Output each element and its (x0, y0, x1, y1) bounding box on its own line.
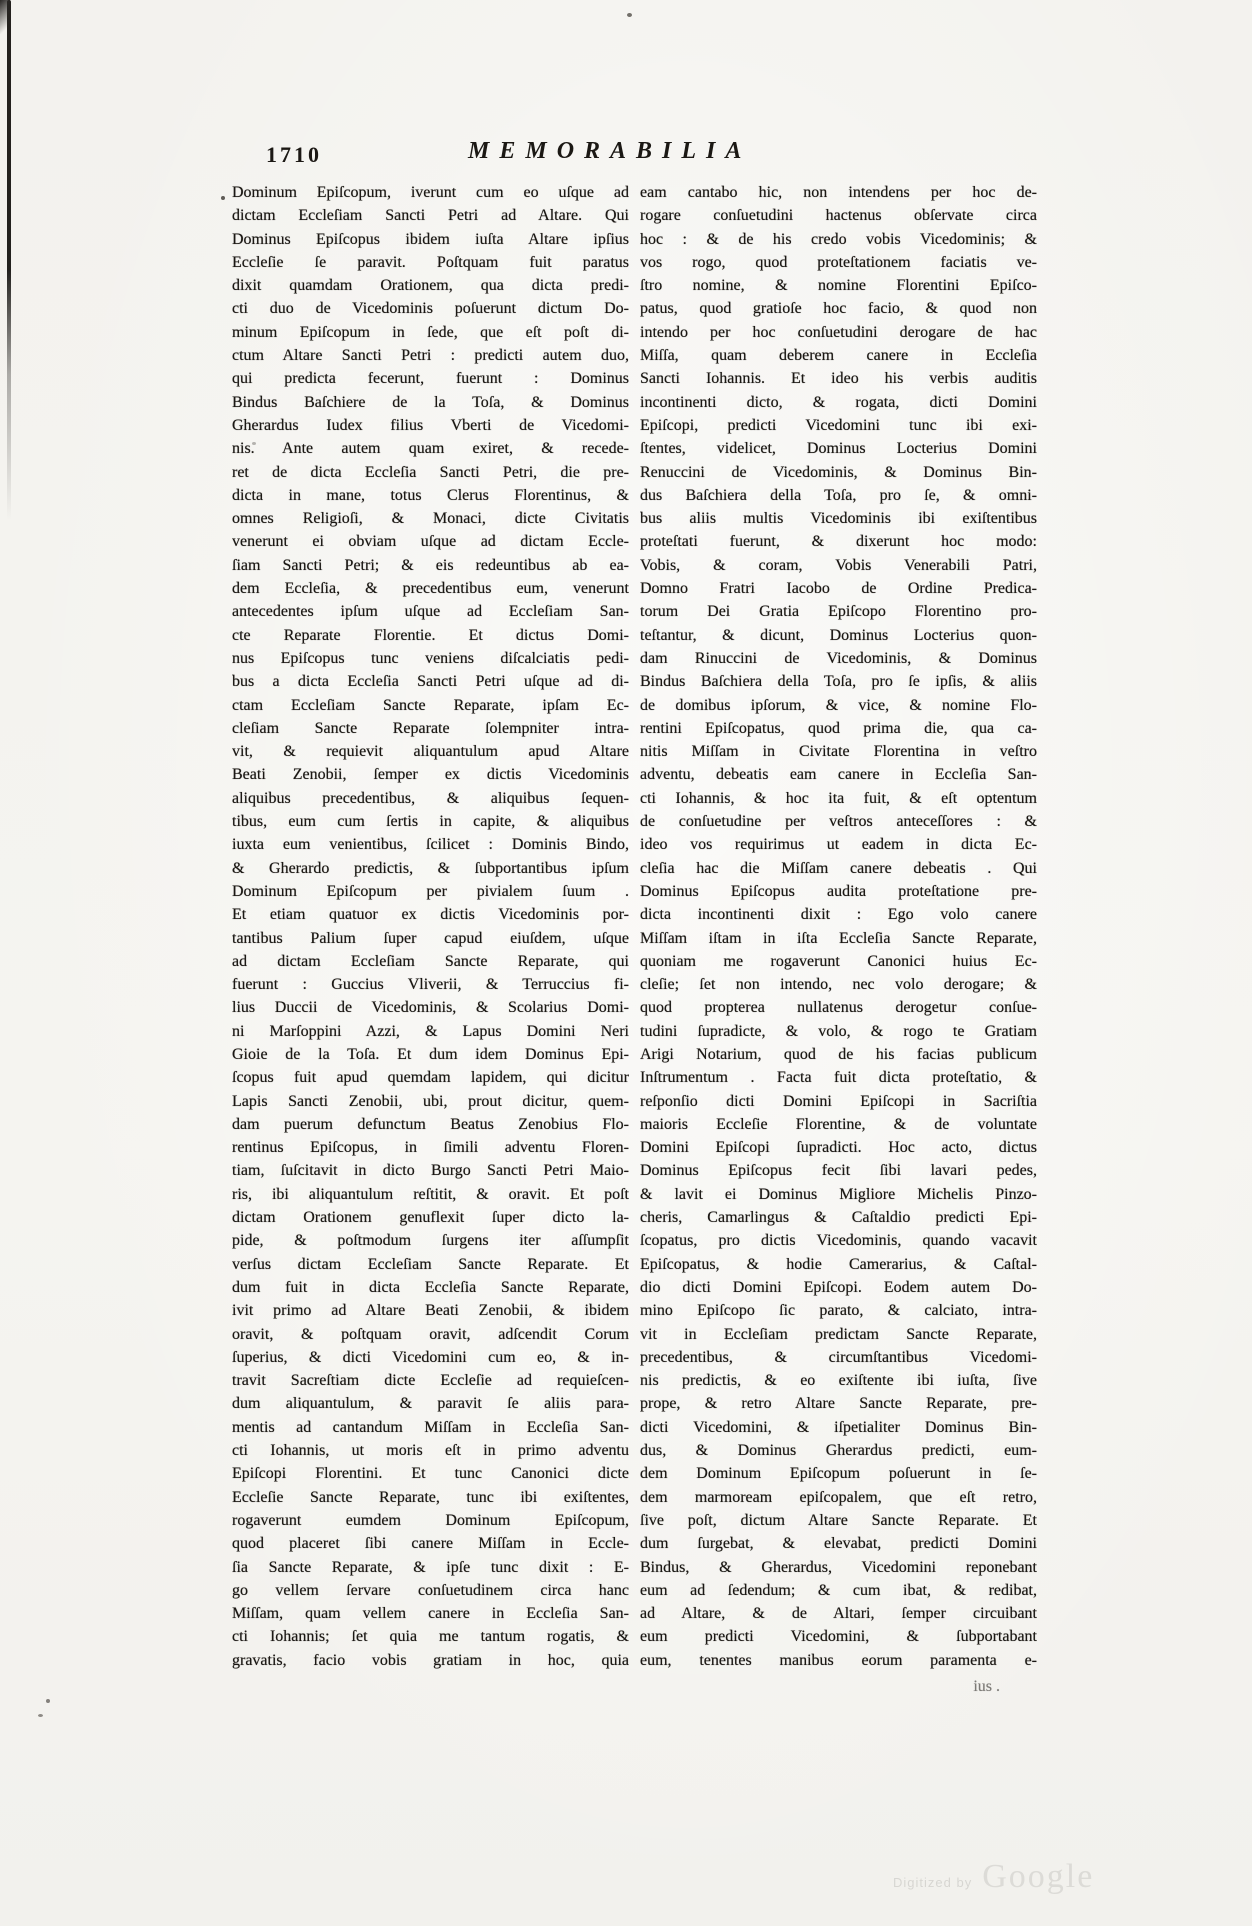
text-line: ret de dicta Eccleſia Sancti Petri, die pre- (232, 463, 629, 481)
text-line: Dominus Epiſcopus ibidem iuſta Altare ipſius (232, 230, 629, 248)
text-line: ſcopatus, pro dictis Vicedominis, quando vacavit (640, 1232, 1037, 1250)
text-line: ad Altare, & de Altari, ſemper circuibant (640, 1605, 1037, 1623)
text-line: precedentibus, & circumſtantibus Vicedomi- (640, 1348, 1037, 1366)
text-line: mentis ad cantandum Miſſam in Eccleſia San- (232, 1418, 629, 1436)
text-line: dicti Vicedomini, & iſpetialiter Dominus Bin- (640, 1418, 1037, 1436)
catchword: ius . (973, 1678, 1000, 1695)
text-line: dio dicti Domini Epiſcopi. Eodem autem Do- (640, 1278, 1037, 1296)
text-line: cheris, Camarlingus & Caſtaldio predicti Epi- (640, 1209, 1037, 1227)
text-line: de domibus ipſorum, & vice, & nomine Flo- (640, 696, 1037, 714)
text-line: eum predicti Vicedomini, & ſubportabant (640, 1628, 1037, 1646)
text-line: tibus, eum cum ſertis in capite, & aliquibus (232, 813, 629, 831)
text-line: ideo vos requirimus ut eadem in dicta Ec- (640, 836, 1037, 854)
text-line: vos rogo, quod proteſtationem faciatis ve- (640, 253, 1037, 271)
text-line: ſia Sancte Reparate, & ipſe tunc dixit : E- (232, 1558, 629, 1576)
text-line: Gherardus Iudex filius Vberti de Vicedomi- (232, 416, 629, 434)
text-line: antecedentes ipſum uſque ad Eccleſiam San- (232, 603, 629, 621)
text-line: dixit quamdam Orationem, qua dicta predi- (232, 277, 629, 295)
scan-speck (46, 1699, 50, 1703)
text-line: qui predicta fecerunt, fuerunt : Dominus (232, 370, 629, 388)
text-line: & lavit ei Dominus Migliore Michelis Pinzo- (640, 1185, 1037, 1203)
text-column-right (640, 181, 1037, 1672)
text-line: Dominum Epiſcopum, iverunt cum eo uſque ad (232, 184, 629, 201)
text-line: dicta incontinenti dixit : Ego volo canere (640, 906, 1037, 924)
text-line: venerunt ei obviam uſque ad dictam Eccle- (232, 533, 629, 551)
watermark-prefix: Digitized by (893, 1875, 973, 1890)
text-line: ctum Altare Sancti Petri : predicti autem duo, (232, 347, 629, 365)
text-line: incontinenti dicto, & rogata, dicti Domini (640, 393, 1037, 411)
text-line: Eccleſie Sancte Reparate, tunc ibi exiſtentes, (232, 1488, 629, 1506)
text-line: Arigi Notarium, quod de his facias publicum (640, 1045, 1037, 1063)
text-line: ad dictam Eccleſiam Sancte Reparate, qui (232, 952, 629, 970)
text-line: tantibus Palium ſuper capud eiuſdem, uſque (232, 929, 629, 947)
text-line: fuerunt : Guccius Vliverii, & Terruccius fi- (232, 976, 629, 994)
text-line: adventu, debeatis eam canere in Eccleſia San- (640, 766, 1037, 784)
text-line: tudini ſupradicte, & volo, & rogo te Gratiam (640, 1022, 1037, 1040)
text-line: cleſia hac die Miſſam canere debeatis . Qui (640, 859, 1037, 877)
text-line: Beati Zenobii, ſemper ex dictis Vicedominis (232, 766, 629, 784)
google-logo: Google (982, 1858, 1095, 1895)
text-line: cti Iohannis, & hoc ita fuit, & eſt optentum (640, 789, 1037, 807)
text-line: Vobis, & coram, Vobis Venerabili Patri, (640, 556, 1037, 574)
text-line: eam cantabo hic, non intendens per hoc de- (640, 184, 1037, 201)
text-line: minum Epiſcopum in ſede, que eſt poſt di- (232, 323, 629, 341)
text-line: Bindus Baſchiere de la Toſa, & Dominus (232, 393, 629, 411)
text-column-left (232, 181, 629, 1672)
text-line: Epiſcopi Florentini. Et tunc Canonici dicte (232, 1465, 629, 1483)
text-line: bus aliis multis Vicedominis ibi exiſtentibus (640, 510, 1037, 528)
text-line: cti duo de Vicedominis poſuerunt dictum Do- (232, 300, 629, 318)
text-line: patus, quod gratioſe hoc facio, & quod non (640, 300, 1037, 318)
text-line: verſus dictam Eccleſiam Sancte Reparate. Et (232, 1255, 629, 1273)
text-line: nis predictis, & eo exiſtente ibi iuſta, ſive (640, 1372, 1037, 1390)
text-line: ſtro nomine, & nomine Florentini Epiſco- (640, 277, 1037, 295)
text-line: ſive poſt, dictum Altare Sancte Reparate. Et (640, 1511, 1037, 1529)
text-line: Gioie de la Toſa. Et dum idem Dominus Epi- (232, 1045, 629, 1063)
text-line: rentinus Epiſcopus, in ſimili adventu Floren- (232, 1139, 629, 1157)
text-line: ſuperius, & dicti Vicedomini cum eo, & in- (232, 1348, 629, 1366)
text-line: bus a dicta Eccleſia Sancti Petri uſque ad di- (232, 673, 629, 691)
text-line: dus, & Dominus Gherardus predicti, eum- (640, 1442, 1037, 1460)
text-line: Renuccini de Vicedominis, & Dominus Bin- (640, 463, 1037, 481)
text-line: dictam Orationem genuflexit ſuper dicto la- (232, 1209, 629, 1227)
text-line: prope, & retro Altare Sancte Reparate, pre- (640, 1395, 1037, 1413)
text-line: oravit, & poſtquam oravit, adſcendit Corum (232, 1325, 629, 1343)
text-line: Miſſa, quam deberem canere in Eccleſia (640, 347, 1037, 365)
text-line: Dominus Epiſcopus audita proteſtatione pre- (640, 882, 1037, 900)
text-line: teſtantur, & dicunt, Dominus Locterius quon- (640, 626, 1037, 644)
text-line: cte Reparate Florentie. Et dictus Domi- (232, 626, 629, 644)
text-line: cti Iohannis; ſet quia me tantum rogatis, & (232, 1628, 629, 1646)
text-line: Inſtrumentum . Facta fuit dicta proteſtatio, & (640, 1069, 1037, 1087)
text-line: Bindus, & Gherardus, Vicedomini reponebant (640, 1558, 1037, 1576)
text-line: eum ad ſedendum; & cum ibat, & redibat, (640, 1581, 1037, 1599)
text-line: Epiſcopi, predicti Vicedomini tunc ibi exi- (640, 416, 1037, 434)
text-line: quod placeret ſibi canere Miſſam in Eccle- (232, 1535, 629, 1553)
text-line: lius Duccii de Vicedominis, & Scolarius Domi- (232, 999, 629, 1017)
text-line: vit, & requievit aliquantulum apud Altare (232, 743, 629, 761)
text-line: mino Epiſcopo ſic parato, & calciato, intra- (640, 1302, 1037, 1320)
text-line: quod propterea nullatenus derogetur conſue- (640, 999, 1037, 1017)
text-line: ſiam Sancti Petri; & eis redeuntibus ab ea- (232, 556, 629, 574)
scan-speck (627, 13, 632, 17)
text-line: Domno Fratri Iacobo de Ordine Predica- (640, 580, 1037, 598)
text-line: aliquibus precedentibus, & aliquibus ſequen- (232, 789, 629, 807)
text-line: dus Baſchiera della Toſa, pro ſe, & omni- (640, 486, 1037, 504)
text-line: ſtentes, videlicet, Dominus Locterius Domini (640, 440, 1037, 458)
text-line: pide, & poſtmodum ſurgens iter aſſumpſit (232, 1232, 629, 1250)
page-number: 1710 (266, 142, 322, 167)
scan-corner-artifact (0, 0, 10, 34)
text-line: cleſie; ſet non intendo, nec volo derogare; & (640, 976, 1037, 994)
text-line: Epiſcopatus, & hodie Camerarius, & Caſtal- (640, 1255, 1037, 1273)
text-line: nitis Miſſam in Civitate Florentina in veſtro (640, 743, 1037, 761)
text-line: iuxta eum venientibus, ſcilicet : Dominis Bindo, (232, 836, 629, 854)
text-line: ris, ibi aliquantulum reſtitit, & oravit. Et poſt (232, 1185, 629, 1203)
scan-speck (38, 1714, 43, 1717)
text-line: tiam, ſuſcitavit in dicto Burgo Sancti Petri Maio- (232, 1162, 629, 1180)
text-line: cleſiam Sancte Reparate ſolempniter intra- (232, 719, 629, 737)
text-line: ivit primo ad Altare Beati Zenobii, & ibidem (232, 1302, 629, 1320)
text-line: go vellem ſervare conſuetudinem circa hanc (232, 1581, 629, 1599)
text-line: travit Sacreſtiam dicte Eccleſie ad requieſcen- (232, 1372, 629, 1390)
text-line: & Gherardo predictis, & ſubportantibus ipſum (232, 859, 629, 877)
text-line: Eccleſie ſe paravit. Poſtquam fuit paratus (232, 253, 629, 271)
text-line: cti Iohannis, ut moris eſt in primo adventu (232, 1442, 629, 1460)
text-line: dem Eccleſia, & precedentibus eum, venerunt (232, 580, 629, 598)
text-line: omnes Religioſi, & Monaci, dicte Civitatis (232, 510, 629, 528)
text-line: vit in Eccleſiam predictam Sancte Reparate, (640, 1325, 1037, 1343)
text-line: rogaverunt eumdem Dominum Epiſcopum, (232, 1511, 629, 1529)
text-line: Sancti Iohannis. Et ideo his verbis auditis (640, 370, 1037, 388)
text-line: Dominum Epiſcopum per pivialem ſuum . (232, 882, 629, 900)
text-line: eum, tenentes manibus eorum paramenta e- (640, 1651, 1037, 1669)
text-line: hoc : & de his credo vobis Vicedominis; & (640, 230, 1037, 248)
text-line: gravatis, facio vobis gratiam in hoc, quia (232, 1651, 629, 1669)
text-line: de conſuetudine per veſtros anteceſſores : & (640, 813, 1037, 831)
scan-edge-artifact (7, 0, 11, 520)
text-line: ctam Eccleſiam Sancte Reparate, ipſam Ec- (232, 696, 629, 714)
text-line: rogare conſuetudini hactenus obſervate circa (640, 207, 1037, 225)
text-line: rentini Epiſcopatus, quod prima die, qua ca- (640, 719, 1037, 737)
text-line: Lapis Sancti Zenobii, ubi, prout dicitur, quem- (232, 1092, 629, 1110)
text-line: dicta in mane, totus Clerus Florentinus, & (232, 486, 629, 504)
page-title: MEMORABILIA (468, 138, 752, 164)
text-line: Et etiam quatuor ex dictis Vicedominis por- (232, 906, 629, 924)
text-line: ſcopus fuit apud quemdam lapidem, qui dicitur (232, 1069, 629, 1087)
text-line: dictam Eccleſiam Sancti Petri ad Altare. Qui (232, 207, 629, 225)
text-line: proteſtati fuerunt, & dixerunt hoc modo: (640, 533, 1037, 551)
text-line: dem Dominum Epiſcopum poſuerunt in ſe- (640, 1465, 1037, 1483)
text-line: Miſſam, quam vellem canere in Eccleſia San- (232, 1605, 629, 1623)
text-line: maioris Eccleſie Florentine, & de voluntate (640, 1115, 1037, 1133)
text-line: reſponſio dicti Domini Epiſcopi in Sacriſtia (640, 1092, 1037, 1110)
text-line: Miſſam iſtam in iſta Eccleſia Sancte Reparate, (640, 929, 1037, 947)
text-line: ni Marſoppini Azzi, & Lapus Domini Neri (232, 1022, 629, 1040)
text-line: dum aliquantulum, & paravit ſe aliis para- (232, 1395, 629, 1413)
text-line: dam Rinuccini de Vicedominis, & Dominus (640, 649, 1037, 667)
text-line: dam puerum defunctum Beatus Zenobius Flo- (232, 1115, 629, 1133)
text-line: Dominus Epiſcopus fecit ſibi lavari pedes, (640, 1162, 1037, 1180)
scan-speck (221, 196, 225, 200)
text-line: quoniam me rogaverunt Canonici huius Ec- (640, 952, 1037, 970)
text-line: Domini Epiſcopi ſupradicti. Hoc acto, dictus (640, 1139, 1037, 1157)
text-line: intendo per hoc conſuetudini derogare de hac (640, 323, 1037, 341)
text-line: Bindus Baſchiera della Toſa, pro ſe ipſis, & aliis (640, 673, 1037, 691)
text-line: dum fuit in dicta Eccleſia Sancte Reparate, (232, 1278, 629, 1296)
text-line: nus Epiſcopus tunc veniens diſcalciatis pedi- (232, 649, 629, 667)
text-line: nis. Ante autem quam exiret, & recede- (232, 440, 629, 458)
text-line: torum Dei Gratia Epiſcopo Florentino pro- (640, 603, 1037, 621)
text-line: dum ſurgebat, & elevabat, predicti Domini (640, 1535, 1037, 1553)
text-line: dem marmoream epiſcopalem, que eſt retro, (640, 1488, 1037, 1506)
watermark (893, 1858, 1094, 1896)
